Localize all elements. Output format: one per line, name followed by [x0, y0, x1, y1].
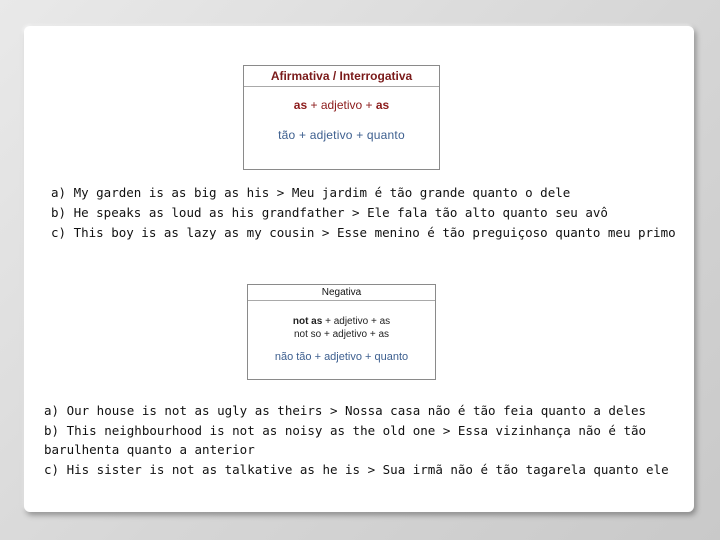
example-line: barulhenta quanto a anterior — [44, 442, 255, 457]
affirmative-rule-box — [243, 65, 440, 170]
slide — [24, 26, 694, 512]
example-line: b) This neighbourhood is not as noisy as the old one > Essa vizinhança não é tão — [44, 422, 647, 438]
negative-examples — [44, 401, 669, 479]
adjective-connector: + adjetivo + as — [322, 316, 391, 327]
negative-rule-title: Negativa — [248, 285, 435, 301]
example-line: b) He speaks as loud as his grandfather > Ele fala tão alto quanto seu avô — [51, 205, 608, 220]
negative-rule-box — [247, 284, 436, 380]
example-line: a) My garden is as big as his > Meu jardim é tão grande quanto o dele — [51, 185, 571, 200]
affirmative-examples — [51, 183, 676, 243]
portuguese-negative-structure: não tão + adjetivo + quanto — [274, 351, 409, 363]
example-line: c) His sister is not as talkative as he is > Sua irmã não é tão tagarela quanto ele — [44, 461, 669, 477]
adjective-connector: + adjetivo + — [307, 98, 376, 112]
as-keyword: as — [293, 98, 308, 112]
english-structure — [244, 98, 439, 112]
english-structure-not-so: not so + adjetivo + as — [293, 329, 390, 340]
example-line: a) Our house is not as ugly as theirs > Nossa casa não é tão feia quanto a deles — [44, 403, 647, 418]
affirmative-rule-title: Afirmativa / Interrogativa — [244, 66, 439, 87]
not-as-keyword: not as — [292, 316, 323, 327]
portuguese-structure: tão + adjetivo + quanto — [278, 128, 405, 142]
example-line: c) This boy is as lazy as my cousin > Esse menino é tão preguiçoso quanto meu primo — [51, 225, 676, 240]
as-keyword: as — [375, 98, 390, 112]
english-structure-not-as — [248, 315, 435, 328]
